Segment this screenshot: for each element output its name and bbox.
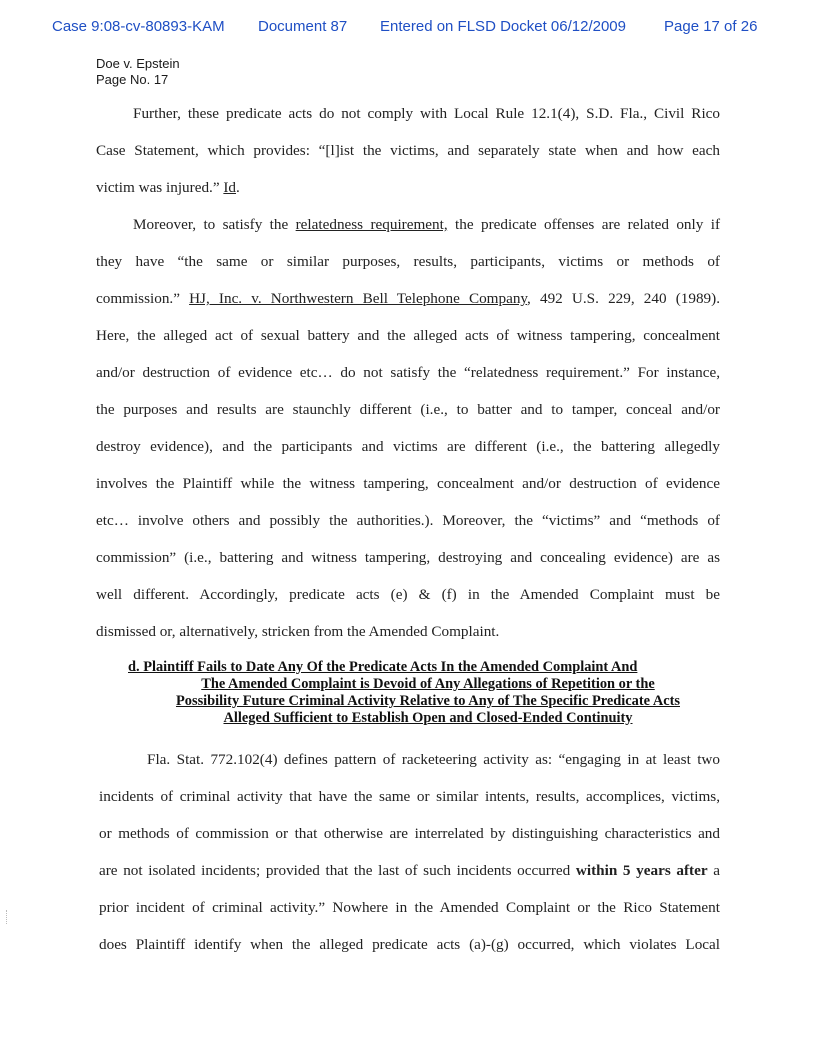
p2-line-6: the purposes and results are staunchly different (i.e., to batter and to tamper, conceal and/or bbox=[96, 401, 720, 418]
p3-line-5: prior incident of criminal activity.” Nowhere in the Amended Complaint or the Rico Statement bbox=[99, 899, 720, 916]
case-title: Doe v. Epstein bbox=[96, 56, 180, 71]
id-citation: Id bbox=[223, 179, 237, 196]
p1-line-3: victim was injured.” Id. bbox=[96, 179, 240, 196]
section-heading-d bbox=[128, 659, 728, 727]
page-caption bbox=[96, 56, 180, 88]
p1-line-1: Further, these predicate acts do not comply with Local Rule 12.1(4), S.D. Fla., Civil Rico bbox=[133, 105, 720, 122]
time-limit-emphasis: within 5 years after bbox=[575, 862, 708, 879]
heading-line-4: Alleged Sufficient to Establish Open and Closed-Ended Continuity bbox=[223, 710, 633, 726]
scan-margin-mark bbox=[6, 910, 9, 924]
p1-line-2: Case Statement, which provides: “[l]ist the victims, and separately state when and how each bbox=[96, 142, 720, 159]
page-number: Page No. 17 bbox=[96, 72, 169, 87]
p2-line-9: etc… involve others and possibly the authorities.). Moreover, the “victims” and “methods of bbox=[96, 512, 720, 529]
case-citation: HJ, Inc. v. Northwestern Bell Telephone Company bbox=[189, 290, 528, 307]
p2-line-3: commission.” HJ, Inc. v. Northwestern Bell Telephone Company, 492 U.S. 229, 240 (1989). bbox=[96, 290, 721, 307]
p3-line-3: or methods of commission or that otherwise are interrelated by distinguishing characteristics and bbox=[99, 825, 720, 842]
p2-line-12: dismissed or, alternatively, stricken from the Amended Complaint. bbox=[96, 623, 500, 640]
case-number: Case 9:08-cv-80893-KAM bbox=[52, 18, 225, 35]
relatedness-term: relatedness requirement, bbox=[295, 216, 448, 233]
heading-line-2: The Amended Complaint is Devoid of Any Allegations of Repetition or the bbox=[201, 676, 655, 692]
p3-line-6: does Plaintiff identify when the alleged predicate acts (a)-(g) occurred, which violates Local bbox=[99, 936, 720, 953]
p2-line-5: and/or destruction of evidence etc… do not satisfy the “relatedness requirement.” For instance, bbox=[96, 364, 720, 381]
p2-line-10: commission” (i.e., battering and witness tampering, destroying and concealing evidence) are as bbox=[96, 549, 720, 566]
p2-line-4: Here, the alleged act of sexual battery and the alleged acts of witness tampering, concealment bbox=[96, 327, 720, 344]
p2-line-11: well different. Accordingly, predicate acts (e) & (f) in the Amended Complaint must be bbox=[96, 586, 720, 603]
page-count: Page 17 of 26 bbox=[664, 18, 758, 35]
heading-line-1: d. Plaintiff Fails to Date Any Of the Predicate Acts In the Amended Complaint And bbox=[128, 659, 638, 675]
p3-line-1: Fla. Stat. 772.102(4) defines pattern of racketeering activity as: “engaging in at least two bbox=[147, 751, 720, 768]
docket-entry: Entered on FLSD Docket 06/12/2009 bbox=[380, 18, 626, 35]
p2-line-1: Moreover, to satisfy the relatedness requirement, the predicate offenses are related only if bbox=[133, 216, 720, 233]
p3-line-2: incidents of criminal activity that have the same or similar intents, results, accomplices, victims, bbox=[99, 788, 720, 805]
p2-line-2: they have “the same or similar purposes, results, participants, victims or methods of bbox=[96, 253, 720, 270]
p3-line-4: are not isolated incidents; provided that the last of such incidents occurred within 5 years after a bbox=[99, 862, 720, 879]
p2-line-8: involves the Plaintiff while the witness tampering, concealment and/or destruction of evidence bbox=[96, 475, 720, 492]
p2-line-7: destroy evidence), and the participants and victims are different (i.e., the battering allegedly bbox=[96, 438, 720, 455]
document-number: Document 87 bbox=[258, 18, 348, 35]
heading-line-3: Possibility Future Criminal Activity Relative to Any of The Specific Predicate Acts bbox=[175, 693, 680, 709]
